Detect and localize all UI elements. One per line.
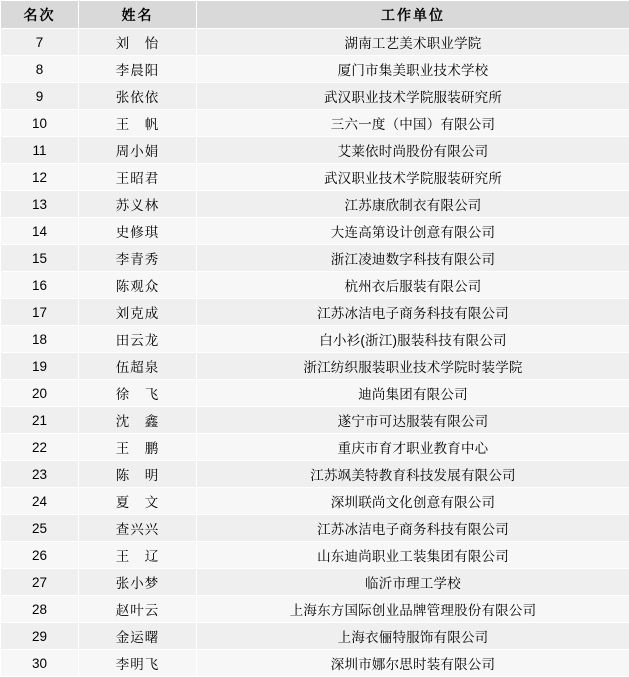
cell-name: 查兴兴 — [79, 515, 197, 542]
cell-rank: 26 — [1, 542, 79, 569]
cell-organization: 白小衫(浙江)服装科技有限公司 — [197, 326, 629, 353]
cell-rank: 7 — [1, 29, 79, 56]
cell-name: 沈 鑫 — [79, 407, 197, 434]
cell-rank: 24 — [1, 488, 79, 515]
table-row — [1, 56, 629, 83]
cell-organization: 遂宁市可达服装有限公司 — [197, 407, 629, 434]
table-row — [1, 83, 629, 110]
table-row — [1, 542, 629, 569]
table-body — [1, 29, 629, 677]
cell-rank: 27 — [1, 569, 79, 596]
table-row — [1, 515, 629, 542]
cell-name: 陈 明 — [79, 461, 197, 488]
cell-name: 王 鹏 — [79, 434, 197, 461]
cell-name: 苏义林 — [79, 191, 197, 218]
cell-rank: 13 — [1, 191, 79, 218]
table-row — [1, 461, 629, 488]
cell-name: 李明飞 — [79, 650, 197, 677]
cell-rank: 21 — [1, 407, 79, 434]
table-row — [1, 596, 629, 623]
cell-rank: 23 — [1, 461, 79, 488]
cell-name: 刘 怡 — [79, 29, 197, 56]
table-row — [1, 569, 629, 596]
cell-name: 张小梦 — [79, 569, 197, 596]
column-header-name: 姓名 — [79, 1, 197, 29]
cell-rank: 10 — [1, 110, 79, 137]
cell-rank: 15 — [1, 245, 79, 272]
cell-rank: 14 — [1, 218, 79, 245]
cell-organization: 江苏冰洁电子商务科技有限公司 — [197, 515, 629, 542]
cell-rank: 12 — [1, 164, 79, 191]
cell-organization: 湖南工艺美术职业学院 — [197, 29, 629, 56]
cell-organization: 迪尚集团有限公司 — [197, 380, 629, 407]
cell-rank: 18 — [1, 326, 79, 353]
cell-name: 周小娟 — [79, 137, 197, 164]
cell-organization: 重庆市育才职业教育中心 — [197, 434, 629, 461]
cell-name: 赵叶云 — [79, 596, 197, 623]
table-row — [1, 407, 629, 434]
cell-organization: 武汉职业技术学院服装研究所 — [197, 83, 629, 110]
cell-name: 李晨阳 — [79, 56, 197, 83]
cell-rank: 9 — [1, 83, 79, 110]
cell-name: 王昭君 — [79, 164, 197, 191]
cell-rank: 25 — [1, 515, 79, 542]
column-header-rank: 名次 — [1, 1, 79, 29]
cell-organization: 上海衣俪特服饰有限公司 — [197, 623, 629, 650]
cell-organization: 浙江凌迪数字科技有限公司 — [197, 245, 629, 272]
table-row — [1, 353, 629, 380]
cell-name: 田云龙 — [79, 326, 197, 353]
cell-rank: 30 — [1, 650, 79, 677]
table-row — [1, 218, 629, 245]
cell-organization: 厦门市集美职业技术学校 — [197, 56, 629, 83]
table-row — [1, 110, 629, 137]
table-row — [1, 434, 629, 461]
cell-rank: 11 — [1, 137, 79, 164]
table-row — [1, 164, 629, 191]
cell-organization: 大连高第设计创意有限公司 — [197, 218, 629, 245]
cell-name: 王 帆 — [79, 110, 197, 137]
cell-rank: 29 — [1, 623, 79, 650]
cell-organization: 深圳联尚文化创意有限公司 — [197, 488, 629, 515]
table-row — [1, 245, 629, 272]
cell-rank: 16 — [1, 272, 79, 299]
cell-name: 张依依 — [79, 83, 197, 110]
cell-rank: 8 — [1, 56, 79, 83]
cell-rank: 28 — [1, 596, 79, 623]
table-row — [1, 326, 629, 353]
cell-name: 徐 飞 — [79, 380, 197, 407]
cell-organization: 深圳市娜尔思时装有限公司 — [197, 650, 629, 677]
cell-organization: 江苏飒美特教育科技发展有限公司 — [197, 461, 629, 488]
table-row — [1, 650, 629, 677]
table-row — [1, 380, 629, 407]
table-row — [1, 272, 629, 299]
table-row — [1, 137, 629, 164]
cell-rank: 19 — [1, 353, 79, 380]
table-row — [1, 29, 629, 56]
cell-rank: 17 — [1, 299, 79, 326]
cell-organization: 江苏冰洁电子商务科技有限公司 — [197, 299, 629, 326]
cell-name: 陈观众 — [79, 272, 197, 299]
cell-organization: 武汉职业技术学院服装研究所 — [197, 164, 629, 191]
cell-organization: 浙江纺织服装职业技术学院时装学院 — [197, 353, 629, 380]
cell-organization: 上海东方国际创业品牌管理股份有限公司 — [197, 596, 629, 623]
table-row — [1, 299, 629, 326]
cell-organization: 三六一度（中国）有限公司 — [197, 110, 629, 137]
cell-name: 金运曙 — [79, 623, 197, 650]
table-row — [1, 488, 629, 515]
cell-rank: 20 — [1, 380, 79, 407]
cell-name: 刘克成 — [79, 299, 197, 326]
cell-organization: 临沂市理工学校 — [197, 569, 629, 596]
cell-organization: 山东迪尚职业工装集团有限公司 — [197, 542, 629, 569]
cell-rank: 22 — [1, 434, 79, 461]
cell-name: 李青秀 — [79, 245, 197, 272]
table-row — [1, 191, 629, 218]
table-header-row — [1, 1, 629, 29]
cell-name: 王 辽 — [79, 542, 197, 569]
cell-organization: 艾莱依时尚股份有限公司 — [197, 137, 629, 164]
cell-name: 伍超泉 — [79, 353, 197, 380]
cell-organization: 杭州衣后服装有限公司 — [197, 272, 629, 299]
cell-name: 史修琪 — [79, 218, 197, 245]
cell-name: 夏 文 — [79, 488, 197, 515]
column-header-org: 工作单位 — [197, 1, 629, 29]
cell-organization: 江苏康欣制衣有限公司 — [197, 191, 629, 218]
